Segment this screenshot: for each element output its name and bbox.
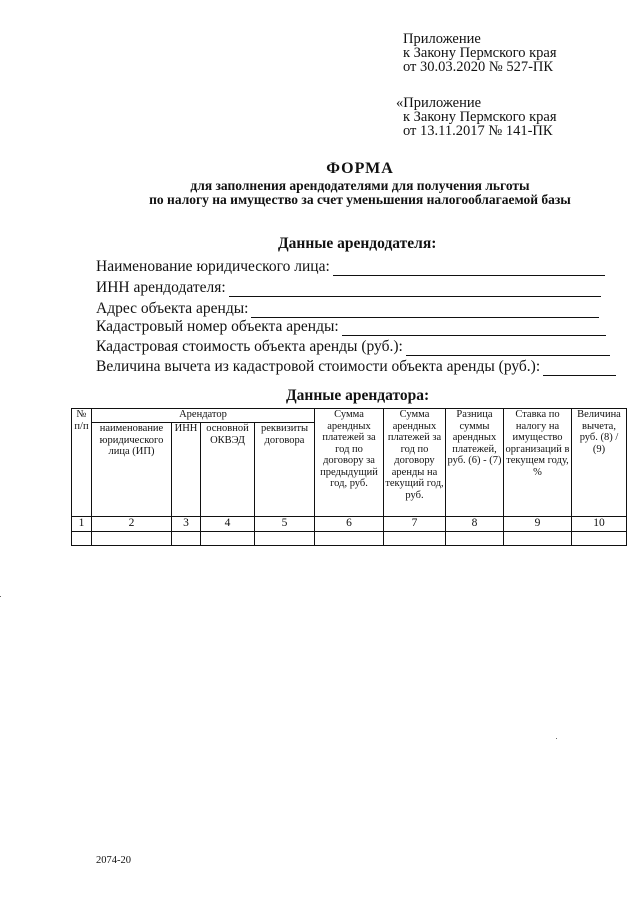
- table-cell[interactable]: [384, 532, 446, 546]
- table-cell[interactable]: [72, 532, 92, 546]
- col-number: 5: [255, 517, 315, 532]
- header-rate: Ставка по налогу на имущество организаций в текущем году, %: [504, 409, 572, 517]
- landlord-field-name: [96, 258, 605, 276]
- table-number-row: [72, 517, 627, 532]
- landlord-field-cadastral-value-label: Кадастровая стоимость объекта аренды (руб.):: [96, 338, 403, 355]
- appendix-current-line3: от 30.03.2020 № 527-ПК: [403, 59, 554, 75]
- header-tenant-contract: реквизиты договора: [255, 423, 315, 517]
- form-subtitle-line2: по налогу на имущество за счет уменьшения налогооблагаемой базы: [149, 192, 571, 207]
- col-number: 2: [92, 517, 172, 532]
- landlord-field-cadastral-number-line[interactable]: [342, 321, 606, 336]
- appendix-previous-line3: от 13.11.2017 № 141-ПК: [403, 123, 553, 139]
- landlord-field-inn-label: ИНН арендодателя:: [96, 279, 226, 296]
- landlord-field-deduction-line[interactable]: [543, 361, 616, 376]
- appendix-current: [403, 32, 557, 74]
- landlord-field-address-line[interactable]: [251, 303, 599, 318]
- header-payments-prev: Сумма арендных платежей за год по договору за предыдущий год, руб.: [315, 409, 384, 517]
- landlord-field-address-label: Адрес объекта аренды:: [96, 300, 249, 317]
- appendix-previous-line2: к Закону Пермского края: [403, 109, 557, 125]
- table-cell[interactable]: [572, 532, 627, 546]
- form-subtitle-line1: для заполнения арендодателями для получения льготы: [190, 178, 530, 193]
- table-cell[interactable]: [255, 532, 315, 546]
- tenant-table: [71, 408, 627, 546]
- table-cell[interactable]: [201, 532, 255, 546]
- table-cell[interactable]: [446, 532, 504, 546]
- landlord-field-cadastral-value-line[interactable]: [406, 341, 610, 356]
- appendix-previous: [396, 96, 557, 138]
- col-number: 6: [315, 517, 384, 532]
- header-diff: Разница суммы арендных платежей, руб. (6) - (7): [446, 409, 504, 517]
- landlord-field-inn-line[interactable]: [229, 282, 601, 297]
- header-no: № п/п: [72, 409, 92, 517]
- appendix-current-line2: к Закону Пермского края: [403, 45, 557, 61]
- tenant-heading: Данные арендатора:: [286, 387, 430, 404]
- appendix-current-line1: Приложение: [403, 31, 481, 47]
- landlord-field-address: [96, 300, 599, 318]
- table-row: [72, 532, 627, 546]
- landlord-field-cadastral-value: [96, 338, 610, 356]
- appendix-previous-line1: «Приложение: [396, 95, 482, 111]
- document-code: 2074-20: [96, 855, 131, 866]
- table-cell[interactable]: [315, 532, 384, 546]
- col-number: 10: [572, 517, 627, 532]
- scan-speck: [556, 738, 557, 739]
- table-header-row: [72, 409, 627, 423]
- col-number: 3: [172, 517, 201, 532]
- header-tenant-group: Арендатор: [92, 409, 315, 423]
- table-cell[interactable]: [172, 532, 201, 546]
- table-cell[interactable]: [504, 532, 572, 546]
- col-number: 1: [72, 517, 92, 532]
- header-deduction: Величина вычета, руб. (8) / (9): [572, 409, 627, 517]
- header-tenant-name: наименование юридического лица (ИП): [92, 423, 172, 517]
- col-number: 7: [384, 517, 446, 532]
- form-title: ФОРМА: [326, 160, 394, 177]
- landlord-field-cadastral-number-label: Кадастровый номер объекта аренды:: [96, 318, 339, 335]
- landlord-field-name-label: Наименование юридического лица:: [96, 258, 330, 275]
- landlord-heading: Данные арендодателя:: [278, 235, 437, 252]
- landlord-field-inn: [96, 279, 601, 297]
- table-cell[interactable]: [92, 532, 172, 546]
- scan-speck: [0, 596, 1, 597]
- col-number: 4: [201, 517, 255, 532]
- header-tenant-okved: основной ОКВЭД: [201, 423, 255, 517]
- landlord-field-deduction-label: Величина вычета из кадастровой стоимости объекта аренды (руб.):: [96, 358, 541, 375]
- header-tenant-inn: ИНН: [172, 423, 201, 517]
- landlord-field-name-line[interactable]: [333, 261, 605, 276]
- landlord-field-deduction: [96, 358, 616, 376]
- col-number: 9: [504, 517, 572, 532]
- col-number: 8: [446, 517, 504, 532]
- landlord-field-cadastral-number: [96, 318, 606, 336]
- header-payments-curr: Сумма арендных платежей за год по договору аренды на текущий год, руб.: [384, 409, 446, 517]
